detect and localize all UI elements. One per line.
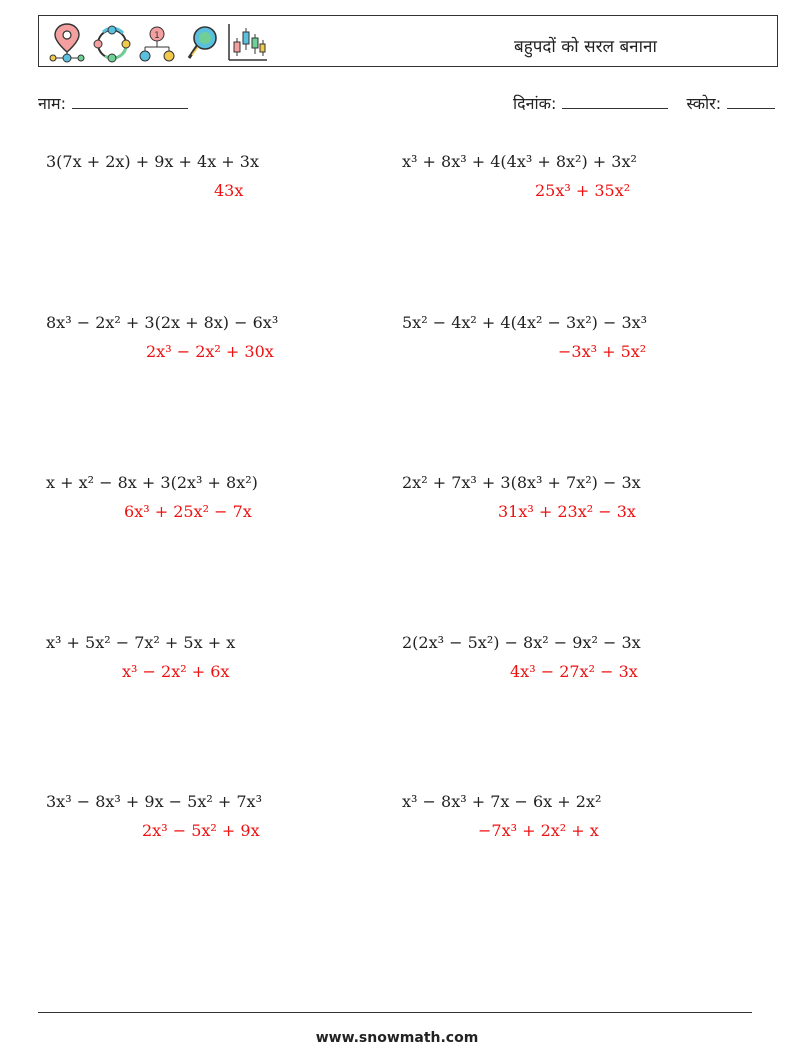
problem: [402, 633, 641, 681]
problem-question: x³ + 8x³ + 4(4x³ + 8x²) + 3x²: [402, 152, 637, 171]
worksheet-header: [38, 15, 778, 67]
problem: [402, 473, 641, 521]
magnifier-icon: [189, 27, 216, 58]
problem-answer: 2x³ − 2x² + 30x: [146, 342, 274, 361]
problem: [402, 152, 637, 200]
problem-question: x³ − 8x³ + 7x − 6x + 2x²: [402, 792, 602, 811]
problem-question: 2(2x³ − 5x²) − 8x² − 9x² − 3x: [402, 633, 641, 652]
problem: [46, 313, 279, 361]
problem-answer: x³ − 2x² + 6x: [122, 662, 230, 681]
problem: [46, 152, 259, 200]
problem-answer: −7x³ + 2x² + x: [478, 821, 599, 840]
problem-answer: 4x³ − 27x² − 3x: [510, 662, 638, 681]
problem-answer: 31x³ + 23x² − 3x: [498, 502, 636, 521]
problem: [402, 313, 648, 361]
problem-question: 3(7x + 2x) + 9x + 4x + 3x: [46, 152, 259, 171]
svg-text:1: 1: [154, 31, 160, 41]
problem-question: 8x³ − 2x² + 3(2x + 8x) − 6x³: [46, 313, 279, 332]
problem-answer: 25x³ + 35x²: [535, 181, 631, 200]
score-blank: [727, 94, 775, 109]
score-label: स्कोर:: [686, 94, 722, 113]
problem-answer: 2x³ − 5x² + 9x: [142, 821, 260, 840]
name-field: [38, 92, 188, 114]
date-label: दिनांक:: [513, 94, 557, 113]
problem-answer: 43x: [214, 181, 244, 200]
footer-divider: [38, 1012, 752, 1013]
problem-answer: −3x³ + 5x²: [558, 342, 647, 361]
problem-question: x³ + 5x² − 7x² + 5x + x: [46, 633, 236, 652]
problem-question: x + x² − 8x + 3(2x³ + 8x²): [46, 473, 258, 492]
cycle-arrows-icon: [94, 26, 130, 62]
problem: [402, 792, 602, 840]
candlestick-chart-icon: [229, 24, 267, 60]
header-icons: [45, 20, 269, 64]
name-label: नाम:: [38, 94, 66, 113]
problem: [46, 792, 262, 840]
problem-question: 3x³ − 8x³ + 9x − 5x² + 7x³: [46, 792, 262, 811]
name-blank: [72, 94, 188, 109]
problem: [46, 633, 236, 681]
date-score-fields: [513, 92, 775, 114]
flowchart-icon: [140, 27, 174, 61]
problem-answer: 6x³ + 25x² − 7x: [124, 502, 252, 521]
problem-question: 2x² + 7x³ + 3(8x³ + 7x²) − 3x: [402, 473, 641, 492]
location-pin-icon: [50, 24, 84, 62]
footer-url: www.snowmath.com: [315, 1030, 479, 1046]
problem: [46, 473, 258, 521]
date-blank: [562, 94, 668, 109]
problem-question: 5x² − 4x² + 4(4x² − 3x²) − 3x³: [402, 313, 648, 332]
page-title: बहुपदों को सरल बनाना: [514, 37, 657, 57]
